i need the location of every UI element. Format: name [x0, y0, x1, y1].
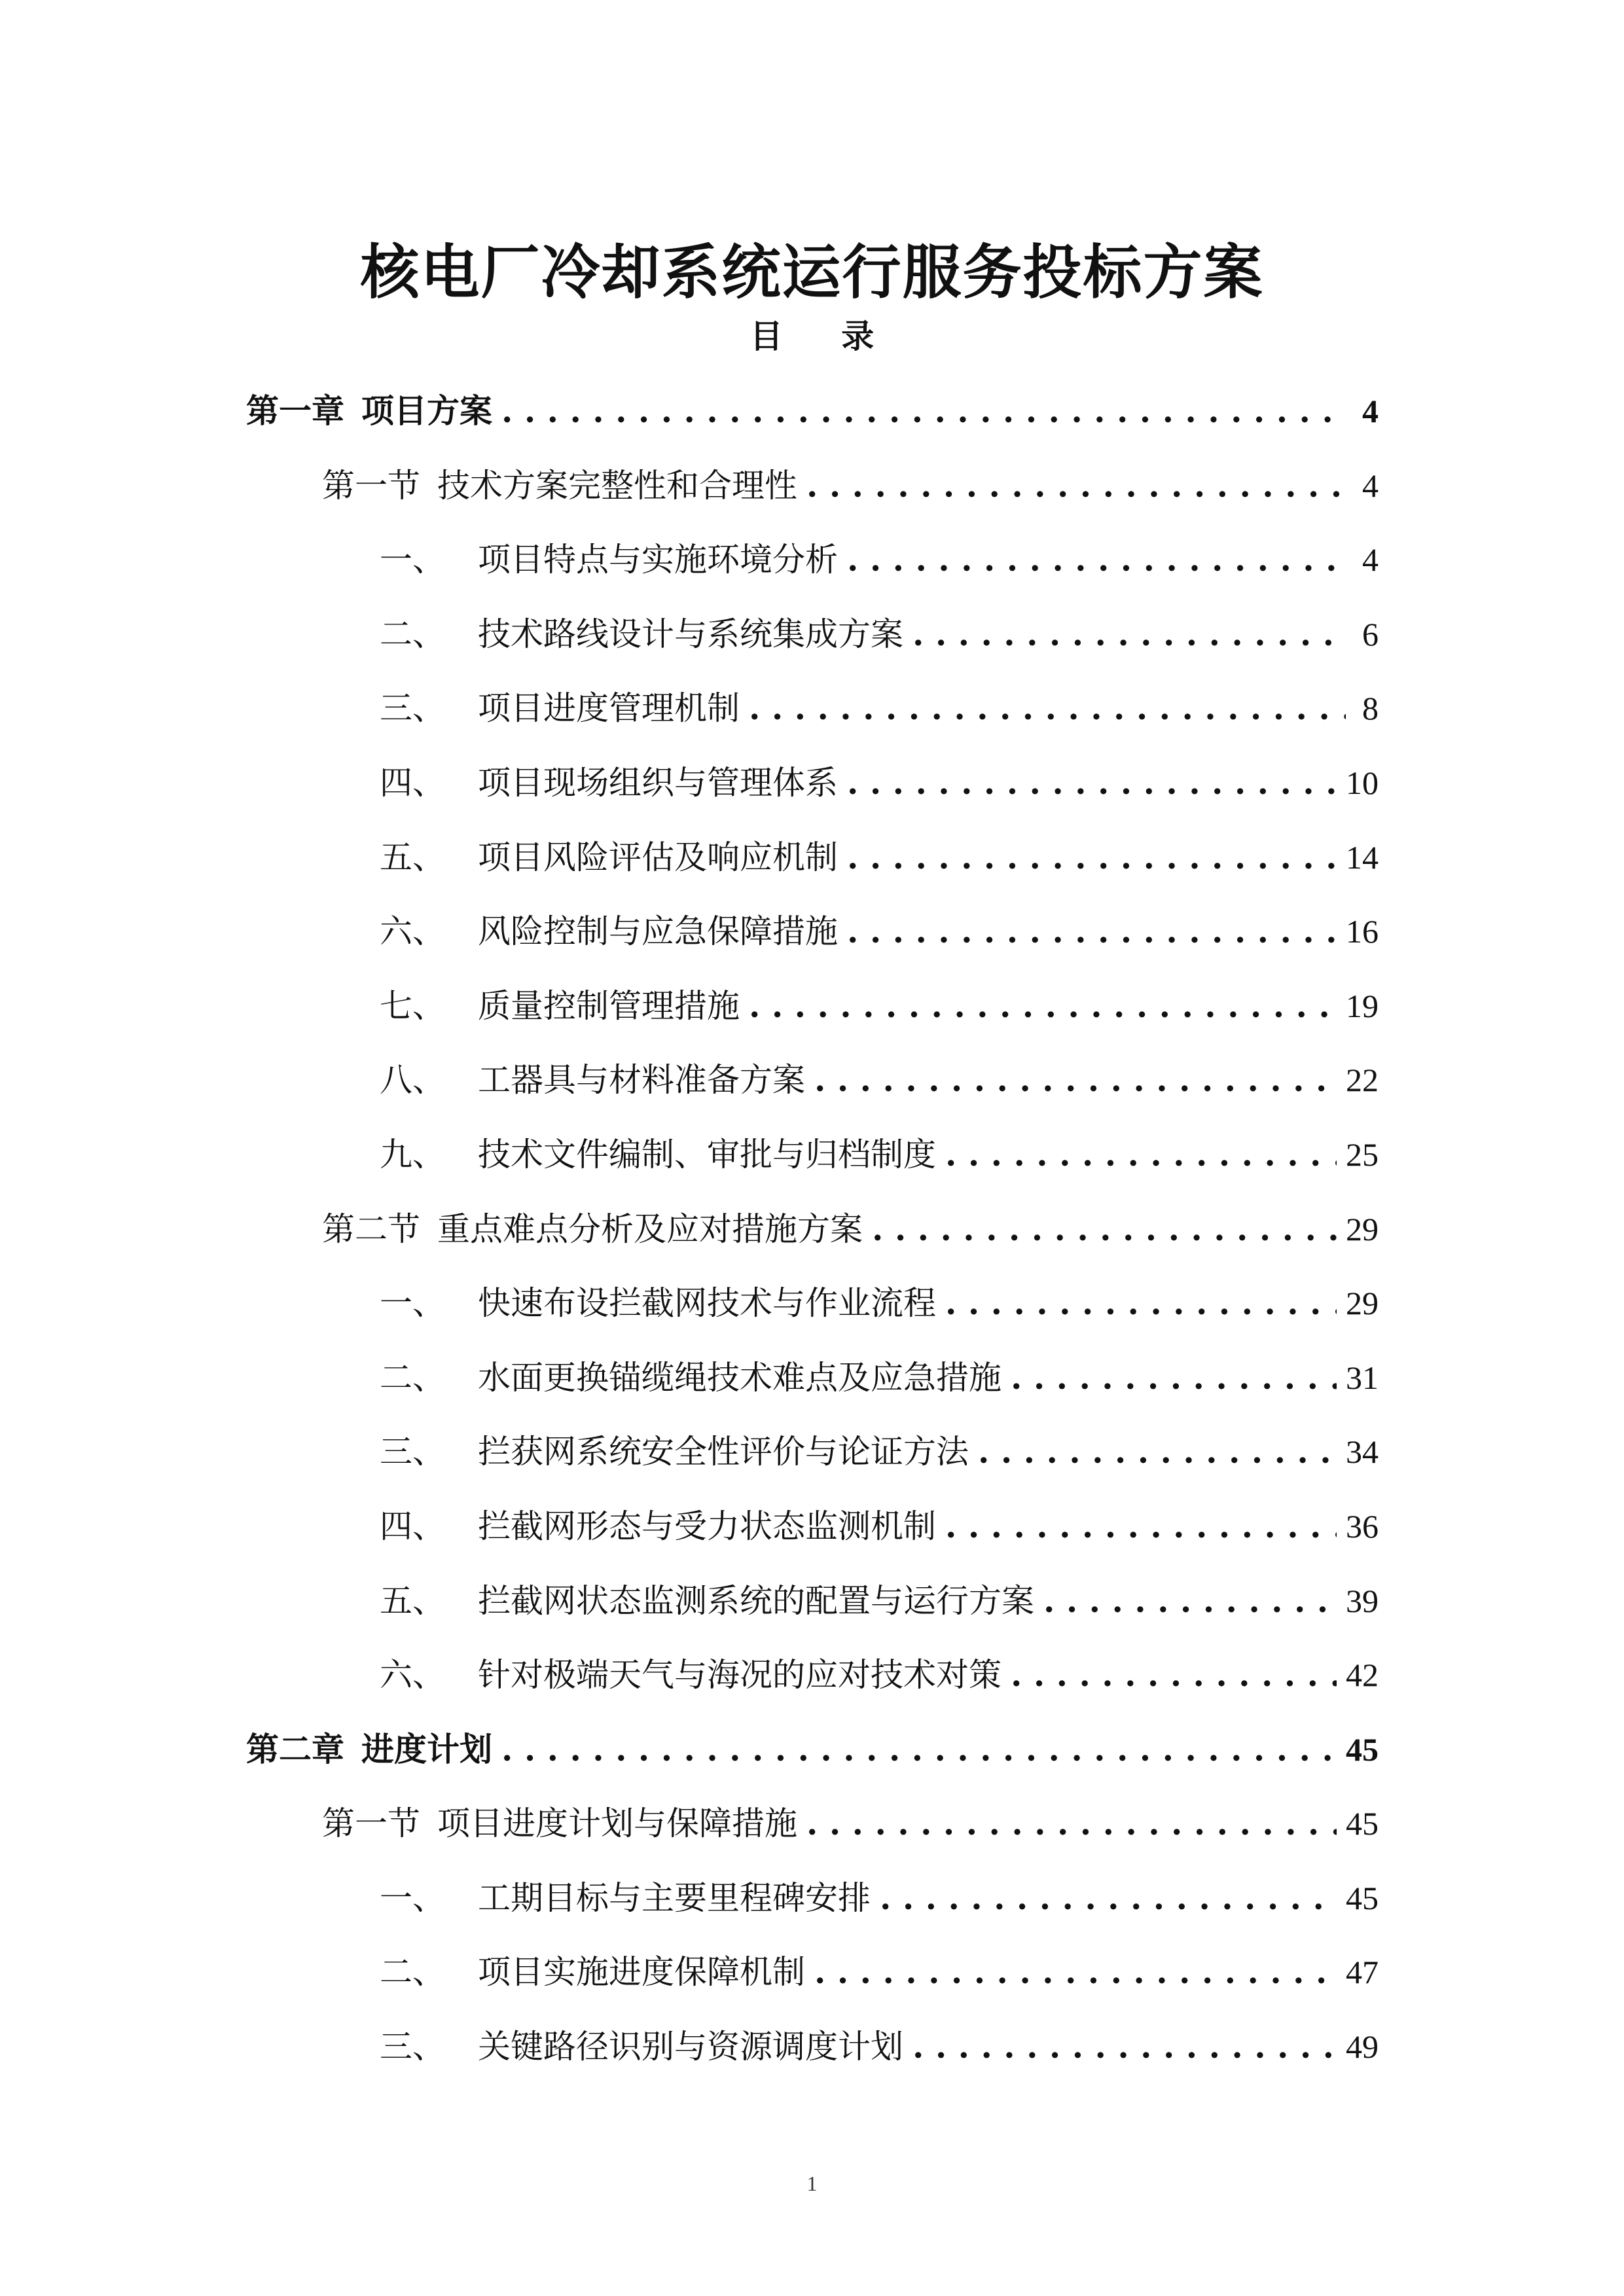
- toc-item-entry[interactable]: [0, 1935, 1624, 2010]
- toc-entry-page-number: 19: [1346, 987, 1379, 1024]
- toc-entry-page-number: 45: [1346, 1805, 1379, 1842]
- toc-entry-title: 拦获网系统安全性评价与论证方法: [478, 1433, 969, 1471]
- toc-entry-numeral: 三、: [380, 2028, 445, 2066]
- page-number: 1: [806, 2172, 818, 2195]
- toc-entry-page-number: 29: [1346, 1210, 1379, 1247]
- toc-entry-title: 项目进度管理机制: [478, 689, 740, 728]
- toc-item-entry[interactable]: [0, 672, 1624, 746]
- toc-dot-leader: [806, 453, 1346, 518]
- toc-entry-title: 技术方案完整性和合理性: [437, 466, 797, 505]
- toc-entry-title: 项目实施进度保障机制: [478, 1953, 805, 1992]
- toc-item-entry[interactable]: [0, 1638, 1624, 1713]
- toc-entry-numeral: 第一章: [246, 391, 344, 430]
- toc-entry-numeral: 三、: [380, 1433, 445, 1471]
- toc-entry-numeral: 六、: [380, 912, 445, 951]
- toc-entry-page-number: 22: [1346, 1062, 1379, 1099]
- toc-entry-numeral: 三、: [380, 689, 445, 728]
- toc-item-entry[interactable]: [0, 969, 1624, 1044]
- toc-item-entry[interactable]: [0, 1043, 1624, 1118]
- toc-entry-numeral: 一、: [380, 1878, 445, 1917]
- toc-item-entry[interactable]: [0, 1415, 1624, 1490]
- toc-entry-numeral: 二、: [380, 1953, 445, 1992]
- toc-item-entry[interactable]: [0, 2010, 1624, 2085]
- toc-entry-page-number: 49: [1346, 2028, 1379, 2066]
- toc-item-entry[interactable]: [0, 1490, 1624, 1564]
- toc-chapter-entry[interactable]: [0, 374, 1624, 449]
- toc-entry-title: 进度计划: [361, 1729, 492, 1768]
- toc-entry-title: 工器具与材料准备方案: [478, 1061, 805, 1100]
- toc-entry-title: 技术文件编制、审批与归档制度: [478, 1135, 936, 1174]
- toc-entry-page-number: 36: [1346, 1507, 1379, 1545]
- toc-item-entry[interactable]: [0, 598, 1624, 672]
- toc-dot-leader: [1011, 1642, 1337, 1708]
- toc-dot-leader: [945, 1270, 1337, 1336]
- toc-entry-numeral: 六、: [380, 1656, 445, 1695]
- toc-entry-title: 项目特点与实施环境分析: [478, 541, 838, 579]
- toc-dot-leader: [814, 1047, 1337, 1113]
- toc-dot-leader: [749, 973, 1337, 1039]
- toc-dot-leader: [912, 601, 1346, 667]
- toc-entry-title: 技术路线设计与系统集成方案: [478, 615, 903, 653]
- toc-entry-numeral: 四、: [380, 763, 445, 802]
- toc-entry-page-number: 45: [1346, 1879, 1379, 1916]
- toc-entry-page-number: 16: [1346, 913, 1379, 950]
- toc-dot-leader: [1011, 1345, 1337, 1410]
- toc-dot-leader: [872, 1196, 1337, 1262]
- toc-section-entry[interactable]: [0, 1787, 1624, 1861]
- document-title: 核电厂冷却系统运行服务投标方案: [360, 238, 1264, 308]
- toc-entry-numeral: 一、: [380, 1284, 445, 1323]
- toc-item-entry[interactable]: [0, 523, 1624, 598]
- toc-dot-leader: [945, 1122, 1337, 1187]
- toc-entry-page-number: 4: [1362, 467, 1379, 504]
- toc-dot-leader: [847, 825, 1337, 890]
- toc-entry-page-number: 4: [1362, 393, 1379, 429]
- toc-entry-title: 针对极端天气与海况的应对技术对策: [478, 1656, 1001, 1695]
- table-of-contents: [0, 374, 1624, 2085]
- toc-item-entry[interactable]: [0, 1861, 1624, 1936]
- toc-dot-leader: [806, 1791, 1337, 1856]
- toc-dot-leader: [847, 750, 1337, 816]
- toc-dot-leader: [1043, 1568, 1337, 1634]
- toc-entry-title: 风险控制与应急保障措施: [478, 912, 838, 951]
- toc-entry-numeral: 四、: [380, 1507, 445, 1545]
- toc-dot-leader: [847, 899, 1337, 964]
- toc-entry-numeral: 第二节: [322, 1210, 420, 1248]
- toc-item-entry[interactable]: [0, 895, 1624, 969]
- toc-entry-page-number: 39: [1346, 1582, 1379, 1619]
- toc-section-entry[interactable]: [0, 449, 1624, 524]
- toc-dot-leader: [978, 1419, 1337, 1484]
- toc-item-entry[interactable]: [0, 1118, 1624, 1193]
- toc-dot-leader: [945, 1494, 1337, 1559]
- toc-entry-numeral: 五、: [380, 838, 445, 876]
- toc-item-entry[interactable]: [0, 1564, 1624, 1639]
- toc-chapter-entry[interactable]: [0, 1713, 1624, 1787]
- toc-entry-title: 关键路径识别与资源调度计划: [478, 2028, 903, 2066]
- toc-item-entry[interactable]: [0, 746, 1624, 821]
- toc-entry-numeral: 二、: [380, 1358, 445, 1397]
- toc-entry-page-number: 34: [1346, 1433, 1379, 1471]
- toc-entry-page-number: 25: [1346, 1136, 1379, 1173]
- toc-entry-page-number: 47: [1346, 1954, 1379, 1991]
- toc-entry-page-number: 45: [1346, 1731, 1379, 1768]
- toc-entry-page-number: 10: [1346, 764, 1379, 801]
- toc-entry-title: 项目风险评估及响应机制: [478, 838, 838, 876]
- toc-dot-leader: [847, 527, 1346, 592]
- toc-entry-page-number: 31: [1346, 1359, 1379, 1396]
- toc-entry-numeral: 八、: [380, 1061, 445, 1100]
- toc-entry-title: 水面更换锚缆绳技术难点及应急措施: [478, 1358, 1001, 1397]
- toc-dot-leader: [814, 1939, 1337, 2005]
- toc-entry-numeral: 九、: [380, 1135, 445, 1174]
- toc-entry-page-number: 4: [1362, 541, 1379, 579]
- toc-entry-numeral: 第一节: [322, 1804, 420, 1843]
- toc-entry-title: 项目方案: [361, 391, 492, 430]
- toc-heading: 目 录: [749, 317, 898, 355]
- toc-entry-page-number: 6: [1362, 615, 1379, 653]
- toc-entry-numeral: 第二章: [246, 1729, 344, 1768]
- toc-entry-title: 项目现场组织与管理体系: [478, 763, 838, 802]
- toc-entry-numeral: 七、: [380, 986, 445, 1025]
- toc-entry-page-number: 29: [1346, 1285, 1379, 1322]
- toc-entry-title: 拦截网状态监测系统的配置与运行方案: [478, 1581, 1034, 1620]
- toc-entry-title: 质量控制管理措施: [478, 986, 740, 1025]
- toc-dot-leader: [749, 675, 1346, 741]
- toc-entry-title: 工期目标与主要里程碑安排: [478, 1878, 871, 1917]
- toc-entry-numeral: 五、: [380, 1581, 445, 1620]
- toc-entry-page-number: 14: [1346, 838, 1379, 876]
- toc-entry-title: 项目进度计划与保障措施: [437, 1804, 797, 1843]
- toc-entry-title: 重点难点分析及应对措施方案: [437, 1210, 863, 1248]
- toc-entry-numeral: 第一节: [322, 466, 420, 505]
- toc-item-entry[interactable]: [0, 821, 1624, 895]
- toc-dot-leader: [501, 378, 1346, 444]
- toc-entry-page-number: 42: [1346, 1657, 1379, 1694]
- toc-item-entry[interactable]: [0, 1266, 1624, 1341]
- toc-dot-leader: [912, 2014, 1337, 2079]
- toc-item-entry[interactable]: [0, 1341, 1624, 1416]
- toc-entry-title: 快速布设拦截网技术与作业流程: [478, 1284, 936, 1323]
- toc-entry-page-number: 8: [1362, 690, 1379, 727]
- toc-entry-title: 拦截网形态与受力状态监测机制: [478, 1507, 936, 1545]
- toc-dot-leader: [880, 1865, 1337, 1931]
- toc-entry-numeral: 二、: [380, 615, 445, 653]
- toc-dot-leader: [501, 1717, 1337, 1782]
- toc-entry-numeral: 一、: [380, 541, 445, 579]
- toc-section-entry[interactable]: [0, 1193, 1624, 1267]
